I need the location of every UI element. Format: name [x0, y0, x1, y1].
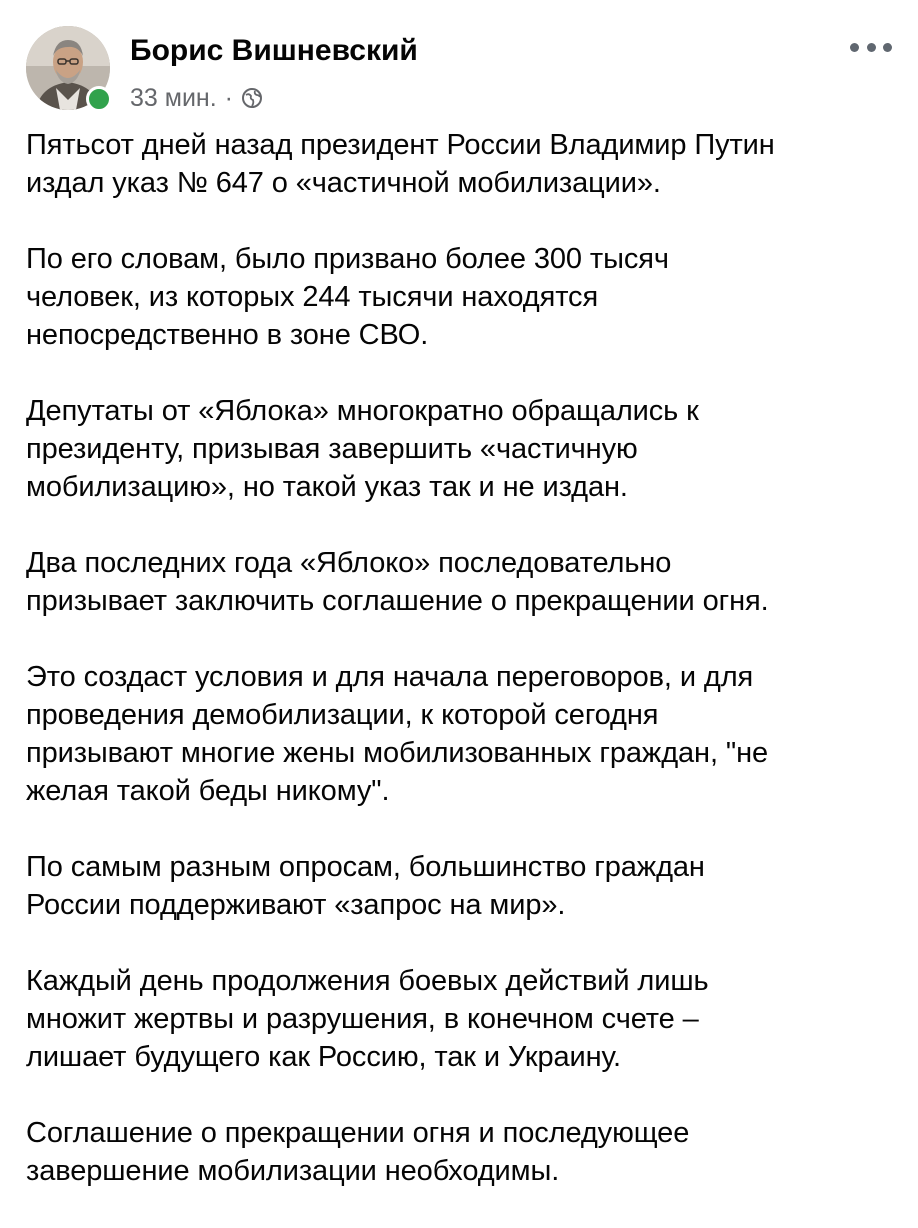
more-dot	[883, 43, 892, 52]
post-time[interactable]: 33 мин.	[130, 83, 217, 112]
globe-icon[interactable]	[241, 87, 263, 109]
post-paragraph: Два последних года «Яблоко» последовательно призывает заключить соглашение о прекращении огня.	[26, 547, 769, 617]
post-paragraph: Соглашение о прекращении огня и последующее завершение мобилизации необходимы.	[26, 1117, 690, 1187]
more-horizontal-icon[interactable]	[850, 40, 892, 54]
more-dot	[850, 43, 859, 52]
author-avatar-wrap[interactable]	[26, 26, 110, 110]
meta-separator: ·	[224, 83, 233, 112]
post-header	[26, 26, 892, 116]
online-status-dot	[86, 86, 112, 112]
post-paragraph: По его словам, было призвано более 300 тысяч человек, из которых 244 тысячи находятся непосредственно в зоне СВО.	[26, 243, 669, 351]
post-meta	[130, 82, 263, 114]
more-dot	[867, 43, 876, 52]
post-paragraph: Пятьсот дней назад президент России Владимир Путин издал указ № 647 о «частичной мобилизации».	[26, 129, 775, 199]
post-paragraph: Депутаты от «Яблока» многократно обращались к президенту, призывая завершить «частичную мобилизацию», но такой указ так и не издан.	[26, 395, 699, 503]
post-paragraph: Это создаст условия и для начала переговоров, и для проведения демобилизации, к которой сегодня призывают многие жены мобилизованных граждан, "не желая такой беды никому".	[26, 661, 769, 807]
author-name[interactable]: Борис Вишневский	[130, 34, 418, 67]
post-body	[26, 126, 906, 1228]
post-paragraph: По самым разным опросам, большинство граждан России поддерживают «запрос на мир».	[26, 851, 705, 921]
post-paragraph: Каждый день продолжения боевых действий лишь множит жертвы и разрушения, в конечном счете – лишает будущего как Россию, так и Украину.	[26, 965, 709, 1073]
